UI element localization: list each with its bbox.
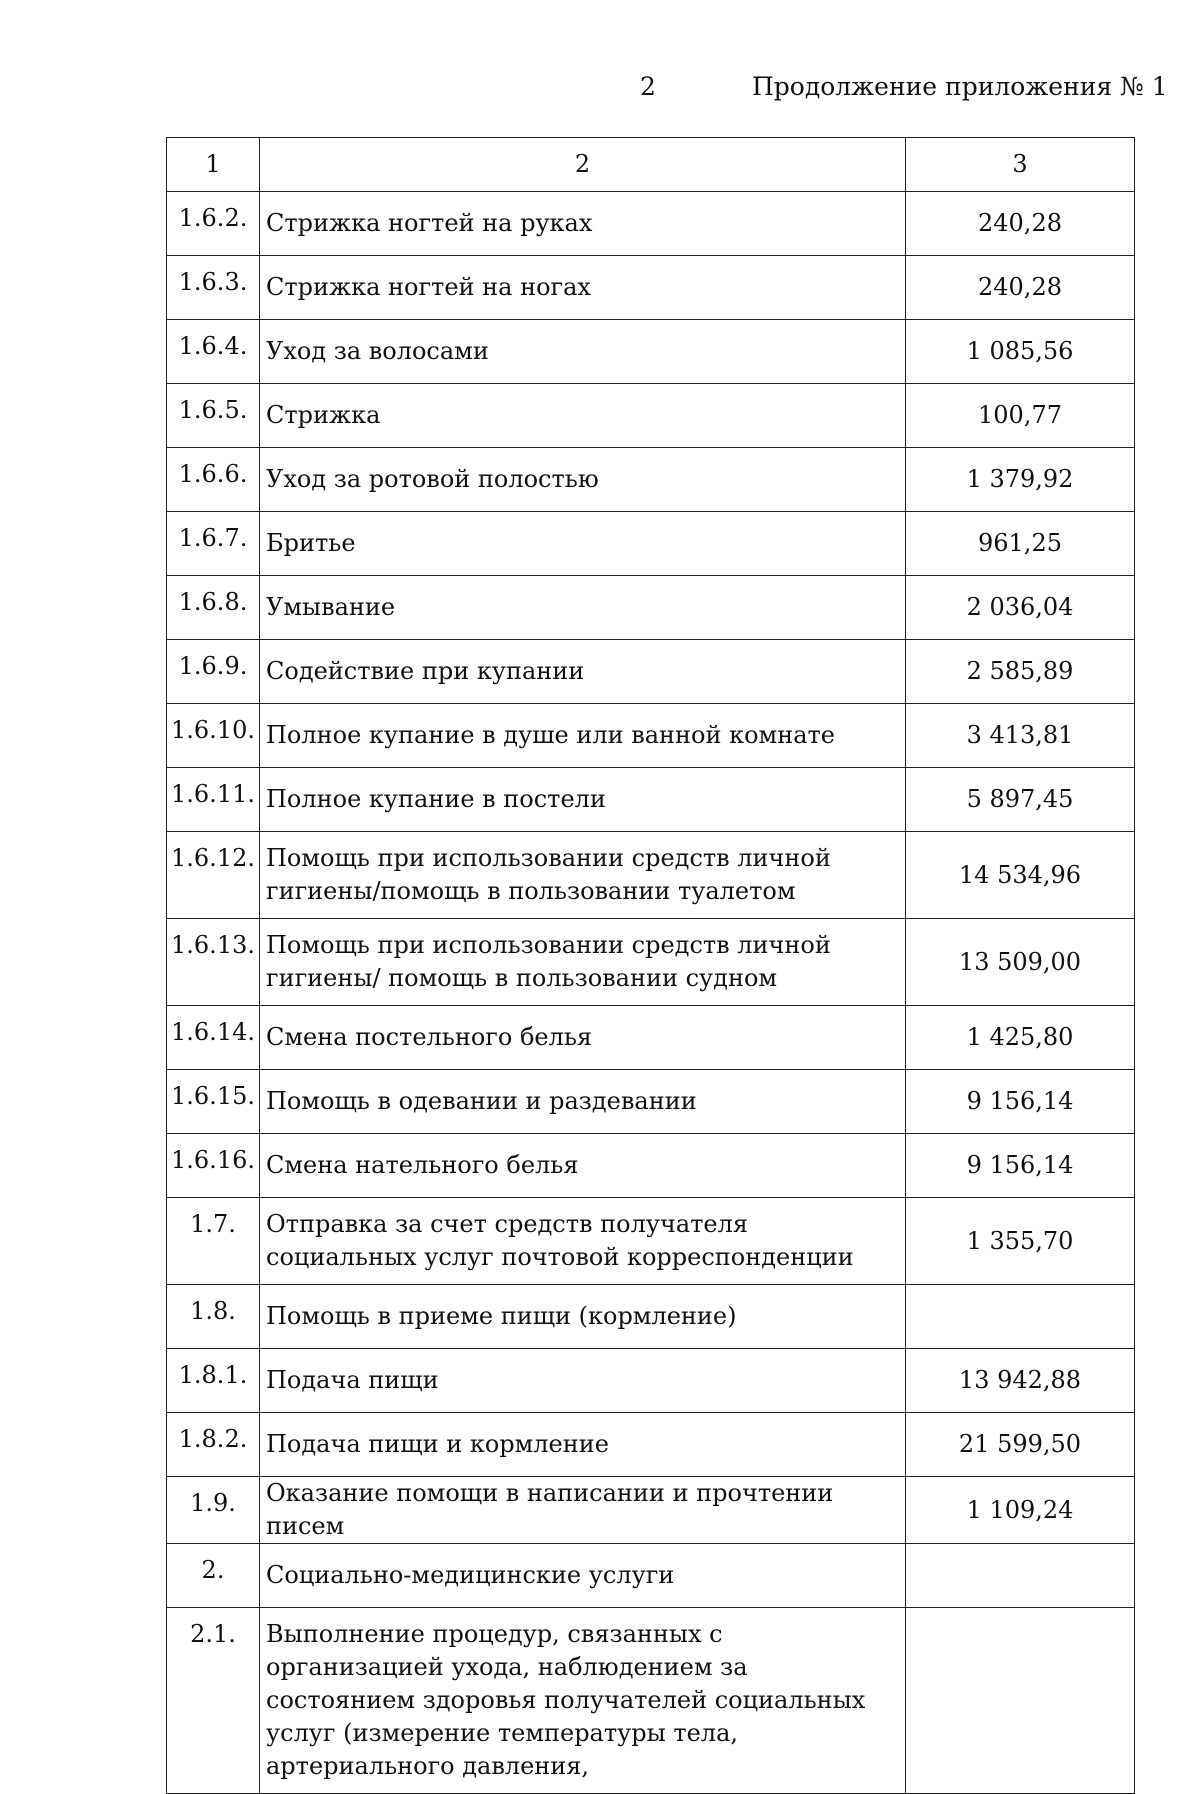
row-price: 3 413,81 — [906, 704, 1135, 768]
row-number: 1.8.1. — [167, 1349, 260, 1413]
row-price — [906, 1544, 1135, 1608]
row-price: 5 897,45 — [906, 768, 1135, 832]
row-price — [906, 1285, 1135, 1349]
row-price: 1 425,80 — [906, 1006, 1135, 1070]
row-number: 1.6.16. — [167, 1134, 260, 1198]
row-service-name: Оказание помощи в написании и прочтении писем — [260, 1477, 906, 1544]
row-number: 1.8.2. — [167, 1413, 260, 1477]
row-number: 1.6.11. — [167, 768, 260, 832]
table-row — [167, 320, 1135, 384]
row-service-name: Помощь при использовании средств личной гигиены/помощь в пользовании туалетом — [260, 832, 906, 919]
row-service-name: Полное купание в постели — [260, 768, 906, 832]
row-price: 21 599,50 — [906, 1413, 1135, 1477]
table-row — [167, 919, 1135, 1006]
table-row — [167, 1349, 1135, 1413]
row-price: 9 156,14 — [906, 1134, 1135, 1198]
row-price: 1 109,24 — [906, 1477, 1135, 1544]
row-service-name: Помощь при использовании средств личной гигиены/ помощь в пользовании судном — [260, 919, 906, 1006]
table-row — [167, 1608, 1135, 1794]
row-service-name: Смена постельного белья — [260, 1006, 906, 1070]
row-number: 2. — [167, 1544, 260, 1608]
table-row — [167, 1070, 1135, 1134]
table-row — [167, 512, 1135, 576]
row-number: 1.6.5. — [167, 384, 260, 448]
row-number: 1.6.15. — [167, 1070, 260, 1134]
row-service-name: Стрижка ногтей на ногах — [260, 256, 906, 320]
row-price: 240,28 — [906, 192, 1135, 256]
row-price: 961,25 — [906, 512, 1135, 576]
row-number: 1.6.9. — [167, 640, 260, 704]
table-row — [167, 256, 1135, 320]
row-service-name: Социально-медицинские услуги — [260, 1544, 906, 1608]
row-price: 1 085,56 — [906, 320, 1135, 384]
table-row — [167, 704, 1135, 768]
row-service-name: Выполнение процедур, связанных с организацией ухода, наблюдением за состоянием здоровья получателей социальных услуг (измерение температуры тела, артериального давления, — [260, 1608, 906, 1794]
page-number: 2 — [640, 72, 656, 101]
row-number: 1.7. — [167, 1198, 260, 1285]
row-number: 1.9. — [167, 1477, 260, 1544]
table-row — [167, 1477, 1135, 1544]
row-service-name: Умывание — [260, 576, 906, 640]
row-price: 1 355,70 — [906, 1198, 1135, 1285]
row-number: 1.6.6. — [167, 448, 260, 512]
row-number: 1.6.4. — [167, 320, 260, 384]
row-service-name: Полное купание в душе или ванной комнате — [260, 704, 906, 768]
table-row — [167, 640, 1135, 704]
table-row — [167, 1285, 1135, 1349]
table-row — [167, 1134, 1135, 1198]
table-row — [167, 1544, 1135, 1608]
column-header-number: 1 — [167, 138, 260, 192]
table-row — [167, 384, 1135, 448]
row-price — [906, 1608, 1135, 1794]
row-service-name: Отправка за счет средств получателя социальных услуг почтовой корреспонденции — [260, 1198, 906, 1285]
row-service-name: Смена нательного белья — [260, 1134, 906, 1198]
table-row — [167, 192, 1135, 256]
continuation-title: Продолжение приложения № 1 — [752, 72, 1168, 101]
row-service-name: Бритье — [260, 512, 906, 576]
row-price: 9 156,14 — [906, 1070, 1135, 1134]
row-number: 1.6.8. — [167, 576, 260, 640]
row-number: 1.6.14. — [167, 1006, 260, 1070]
row-number: 1.8. — [167, 1285, 260, 1349]
table-row — [167, 1006, 1135, 1070]
table-row — [167, 1198, 1135, 1285]
row-number: 1.6.3. — [167, 256, 260, 320]
row-price: 13 509,00 — [906, 919, 1135, 1006]
table-row — [167, 1413, 1135, 1477]
price-table — [166, 137, 1135, 1794]
row-service-name: Подача пищи — [260, 1349, 906, 1413]
row-service-name: Помощь в одевании и раздевании — [260, 1070, 906, 1134]
row-number: 1.6.7. — [167, 512, 260, 576]
row-price: 1 379,92 — [906, 448, 1135, 512]
row-service-name: Уход за ротовой полостью — [260, 448, 906, 512]
row-price: 14 534,96 — [906, 832, 1135, 919]
row-service-name: Стрижка ногтей на руках — [260, 192, 906, 256]
table-header-row — [167, 138, 1135, 192]
row-number: 1.6.10. — [167, 704, 260, 768]
row-service-name: Стрижка — [260, 384, 906, 448]
table-row — [167, 448, 1135, 512]
row-service-name: Содействие при купании — [260, 640, 906, 704]
row-number: 1.6.12. — [167, 832, 260, 919]
table-row — [167, 576, 1135, 640]
row-number: 1.6.13. — [167, 919, 260, 1006]
table-row — [167, 768, 1135, 832]
row-number: 2.1. — [167, 1608, 260, 1794]
row-service-name: Уход за волосами — [260, 320, 906, 384]
row-price: 2 036,04 — [906, 576, 1135, 640]
column-header-price: 3 — [906, 138, 1135, 192]
row-price: 13 942,88 — [906, 1349, 1135, 1413]
table-row — [167, 832, 1135, 919]
row-price: 2 585,89 — [906, 640, 1135, 704]
row-number: 1.6.2. — [167, 192, 260, 256]
row-price: 100,77 — [906, 384, 1135, 448]
row-price: 240,28 — [906, 256, 1135, 320]
row-service-name: Подача пищи и кормление — [260, 1413, 906, 1477]
column-header-name: 2 — [260, 138, 906, 192]
row-service-name: Помощь в приеме пищи (кормление) — [260, 1285, 906, 1349]
